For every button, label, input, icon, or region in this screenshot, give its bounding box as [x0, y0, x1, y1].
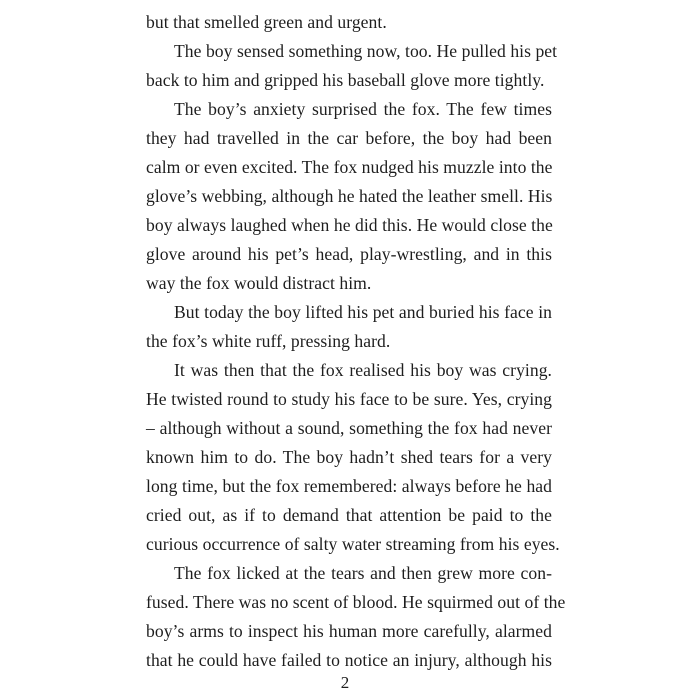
text-line: boy’s arms to inspect his human more carefully, alarmed [146, 621, 552, 641]
text-line: way the fox would distract him. [146, 273, 372, 293]
page-number [0, 671, 700, 695]
text-line: boy always laughed when he did this. He would close the [146, 215, 553, 235]
text-line: glove around his pet’s head, play-wrestling, and in this [146, 244, 552, 264]
text-line: cried out, as if to demand that attention be paid to the [146, 505, 552, 525]
text-line: that he could have failed to notice an injury, although his [146, 650, 552, 670]
text-line: but that smelled green and urgent. [146, 12, 387, 32]
text-line: He twisted round to study his face to be sure. Yes, crying [146, 389, 552, 409]
book-page-text [146, 8, 566, 675]
text-line: But today the boy lifted his pet and buried his face in [174, 302, 552, 322]
text-line: The boy sensed something now, too. He pulled his pet [174, 41, 558, 61]
text-line: It was then that the fox realised his boy was crying. [174, 360, 552, 380]
text-line: glove’s webbing, although he hated the leather smell. His [146, 186, 553, 206]
text-line: long time, but the fox remembered: always before he had [146, 476, 552, 496]
text-line: curious occurrence of salty water streaming from his eyes. [146, 534, 560, 554]
text-line: The boy’s anxiety surprised the fox. The few times [174, 99, 552, 119]
text-line: they had travelled in the car before, the boy had been [146, 128, 552, 148]
text-line: back to him and gripped his baseball glove more tightly. [146, 70, 545, 90]
text-line: The fox licked at the tears and then grew more con- [174, 563, 552, 583]
text-line: calm or even excited. The fox nudged his muzzle into the [146, 157, 553, 177]
text-line: the fox’s white ruff, pressing hard. [146, 331, 391, 351]
text-line: known him to do. The boy hadn’t shed tears for a very [146, 447, 552, 467]
text-line: fused. There was no scent of blood. He squirmed out of the [146, 592, 566, 612]
text-line: – although without a sound, something the fox had never [146, 418, 552, 438]
page-number-label: 2 [340, 673, 350, 692]
